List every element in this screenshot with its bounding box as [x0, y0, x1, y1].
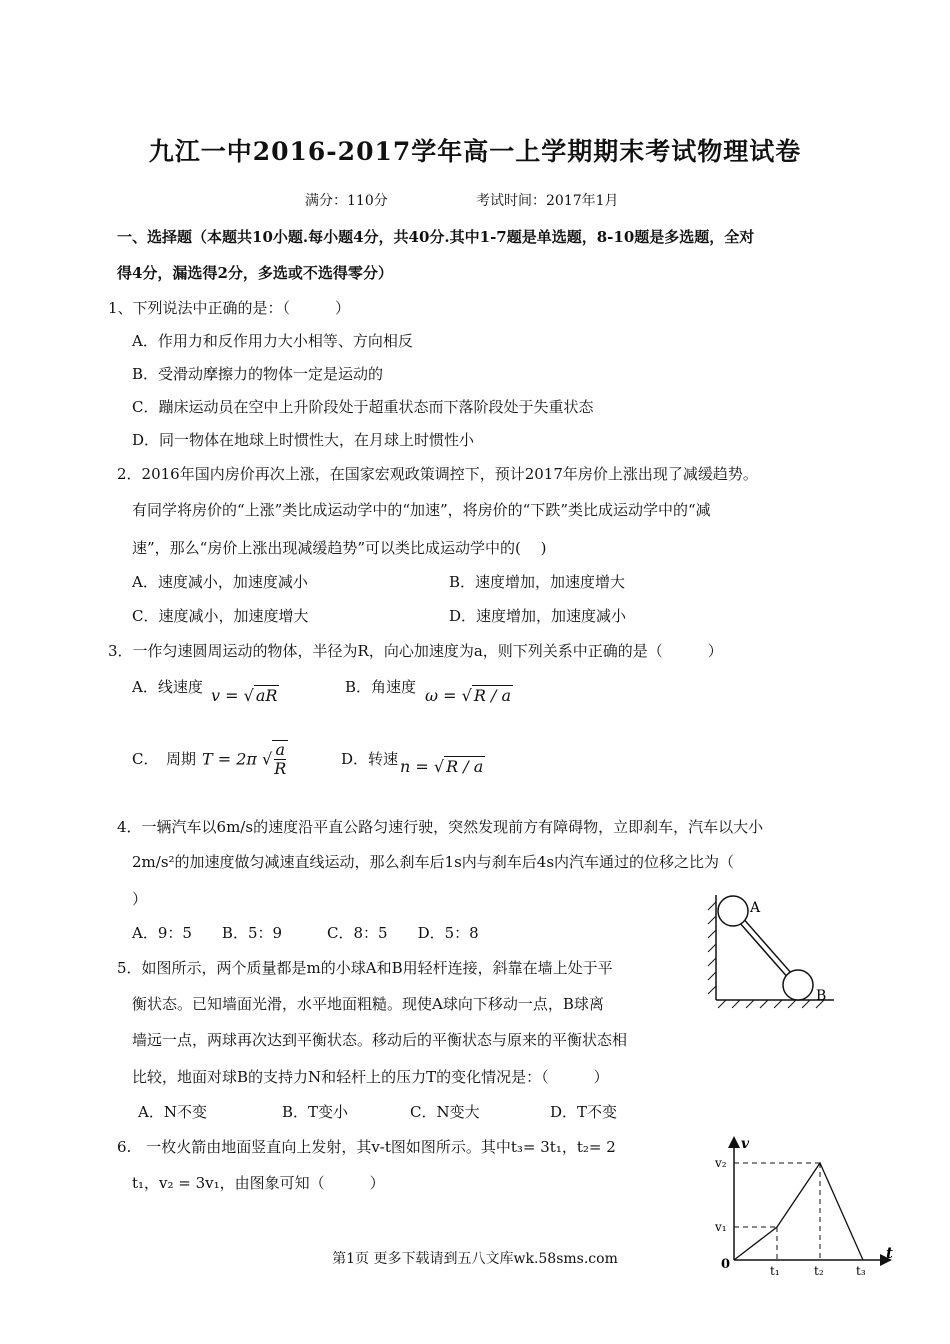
- ball-a: [718, 896, 748, 926]
- q4-options: A．9：5 B．5：9 C．8：5 D．5：8: [132, 924, 479, 942]
- q3-stem: 3．一作匀速圆周运动的物体，半径为R，向心加速度为a，则下列关系中正确的是（ ）: [108, 642, 723, 660]
- q3-option-c-label: C． 周期: [132, 750, 196, 768]
- q6-line1: 6. 一枚火箭由地面竖直向上发射，其v-t图如图所示。其中t₃= 3t₁，t₂= 2: [117, 1138, 616, 1156]
- q6-line2: t₁，v₂ = 3v₁，由图象可知（ ）: [132, 1174, 385, 1192]
- q4-line2: 2m/s²的加速度做匀减速直线运动，那么刹车后1s内与刹车后4s内汽车通过的位移之比为（: [132, 853, 735, 871]
- q5-option-d: D．T不变: [550, 1103, 618, 1121]
- q2-option-b: B．速度增加，加速度增大: [449, 573, 626, 591]
- exam-time: 考试时间：2017年1月: [476, 193, 619, 209]
- t3-label: t₃: [856, 1264, 866, 1278]
- t1-label: t₁: [770, 1264, 780, 1278]
- q1-option-b: B．受滑动摩擦力的物体一定是运动的: [132, 365, 384, 383]
- q3-option-a-label: A．线速度: [132, 678, 203, 696]
- q4-line1: 4．一辆汽车以6m/s的速度沿平直公路匀速行驶，突然发现前方有障碍物，立即刹车，汽车以大小: [117, 818, 764, 836]
- q3-option-a-formula: v = √ aR: [211, 686, 278, 705]
- section-heading-line2: 得4分，漏选得2分，多选或不选得零分）: [117, 264, 393, 282]
- section-heading-line1: 一、选择题（本题共10小题.每小题4分，共40分.其中1-7题是单选题，8-10题是多选题，全对: [117, 228, 755, 246]
- q5-line3: 墙远一点，两球再次达到平衡状态。移动后的平衡状态与原来的平衡状态相: [132, 1031, 628, 1049]
- q2-line1: 2．2016年国内房价再次上涨，在国家宏观政策调控下，预计2017年房价上涨出现了减缓趋势。: [117, 465, 758, 483]
- ball-a-label: A: [750, 900, 761, 916]
- t-axis-label: t: [886, 1244, 893, 1262]
- q3-option-b-label: B．角速度: [345, 678, 417, 696]
- q5-line1: 5．如图所示，两个质量都是m的小球A和B用轻杆连接，斜靠在墙上处于平: [117, 959, 613, 977]
- q5-line4: 比较，地面对球B的支持力N和轻杆上的压力T的变化情况是：（ ）: [132, 1068, 609, 1086]
- q1-stem: 1、下列说法中正确的是：（ ）: [108, 299, 351, 317]
- q1-option-c: C．蹦床运动员在空中上升阶段处于超重状态而下落阶段处于失重状态: [132, 398, 594, 416]
- full-score: 满分：110分: [305, 193, 388, 209]
- v-axis-label: v: [741, 1136, 750, 1152]
- ball-b: [783, 970, 813, 1000]
- q3-option-b-formula: ω = √ R / a: [425, 686, 511, 705]
- q5-option-a: A．N不变: [138, 1103, 207, 1121]
- q3-option-d-formula: n = √ R / a: [400, 757, 484, 776]
- v2-label: v₂: [715, 1156, 727, 1170]
- page-footer: 第1页 更多下载请到五八文库wk.58sms.com: [332, 1251, 618, 1267]
- ball-b-label: B: [816, 988, 827, 1004]
- q3-option-c-formula: T = 2π √ $\frac{a}{R}$: [202, 740, 287, 778]
- q2-line2: 有同学将房价的“上涨”类比成运动学中的“加速”，将房价的“下跌”类比成运动学中的“减: [132, 501, 711, 519]
- page-title: 九江一中2016-2017学年高一上学期期末考试物理试卷: [148, 137, 802, 166]
- q2-option-a: A．速度减小，加速度减小: [132, 573, 308, 591]
- q5-wall-rod-figure: [706, 890, 842, 1010]
- q5-option-c: C．N变大: [410, 1103, 480, 1121]
- q1-option-a: A．作用力和反作用力大小相等、方向相反: [132, 332, 413, 350]
- q2-option-c: C．速度减小，加速度增大: [132, 607, 309, 625]
- q5-option-b: B．T变小: [282, 1103, 349, 1121]
- q2-line3: 速”，那么“房价上涨出现减缓趋势”可以类比成运动学中的( ): [132, 539, 547, 557]
- t2-label: t₂: [814, 1264, 824, 1278]
- q3-option-d-label: D．转速: [341, 750, 399, 768]
- q2-option-d: D．速度增加，加速度减小: [449, 607, 627, 625]
- q1-option-d: D．同一物体在地球上时惯性大，在月球上时惯性小: [132, 431, 475, 449]
- origin-label: 0: [721, 1257, 731, 1272]
- q4-line3: ）: [132, 890, 148, 908]
- v1-label: v₁: [715, 1220, 727, 1234]
- q5-line2: 衡状态。已知墙面光滑，水平地面粗糙。现使A球向下移动一点，B球离: [132, 995, 604, 1013]
- vt-curve: [734, 1163, 863, 1260]
